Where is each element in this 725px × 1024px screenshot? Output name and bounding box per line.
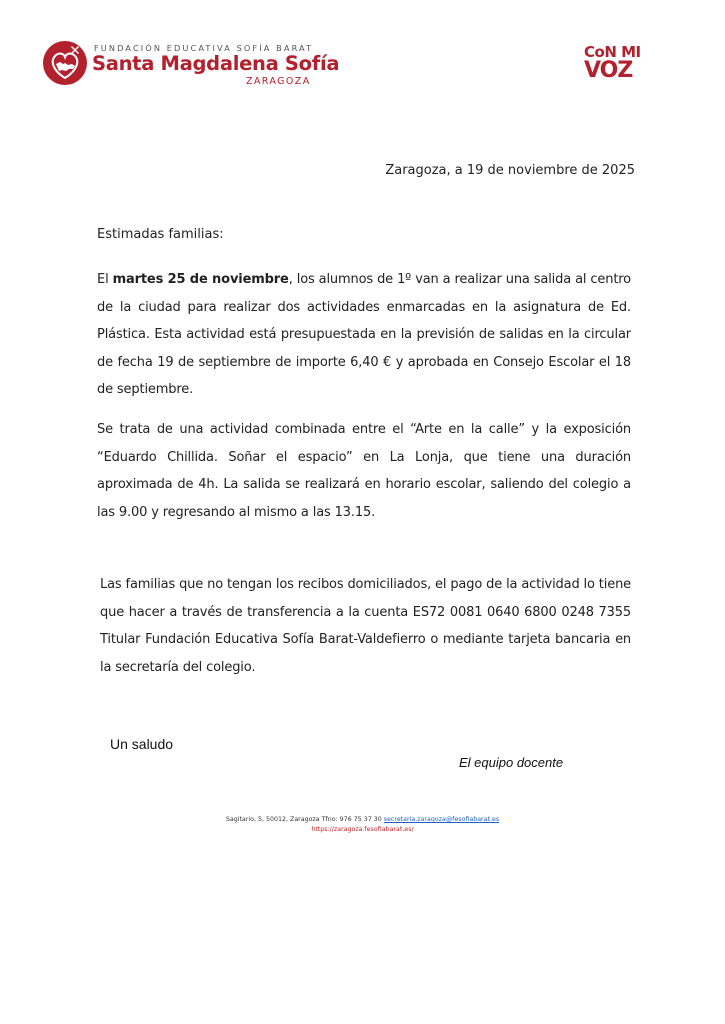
footer-email-link[interactable]: secretaria.zaragoza@fesofiabarat.es [383,816,500,823]
con-mi-voz-logo [584,44,640,82]
school-city: ZARAGOZA [246,76,311,87]
campaign-logo-line2: VOZ [584,58,633,83]
globe-heart-emblem-icon [42,40,88,86]
footer [0,815,725,835]
footer-website-link[interactable]: https://zaragoza.fesofiabarat.es/ [311,826,414,833]
paragraph-activity-description: Se trata de una actividad combinada entre el “Arte en la calle” y la exposición “Eduardo Chillida. Soñar el espacio” en La Lonja, que tiene una duración aproximada de 4h. La salida se realizará en horario escolar, saliendo del colegio a las 9.00 y regresando al mismo a las 13.15. [97,422,631,520]
closing: Un saludo [110,736,174,752]
letter-date: Zaragoza, a 19 de noviembre de 2025 [385,163,635,178]
paragraph-activity-date [97,266,631,404]
activity-date-bold: martes 25 de noviembre [112,272,289,287]
p1-rest: , los alumnos de 1º van a realizar una salida al centro de la ciudad para realizar dos actividades enmarcadas en la asignatura de Ed. Plástica. Esta actividad está presupuestada en la previsión de salidas en la circular de fecha 19 de septiembre de importe 6,40 € y aprobada en Consejo Escolar el 18 de septiembre. [97,272,631,397]
school-logo [42,40,340,90]
footer-contact-line [0,815,725,825]
footer-address: Sagitario, 5, 50012, Zaragoza Tfno: 976 75 37 30 [225,816,382,823]
signature: El equipo docente [459,755,564,770]
paragraph-payment: Las familias que no tengan los recibos domiciliados, el pago de la actividad lo tiene que hacer a través de transferencia a la cuenta ES72 0081 0640 6800 0248 7355 Titular Fundación Educativa Sofía Barat-Valdefierro o mediante tarjeta bancaria en la secretaría del colegio. [100,577,631,675]
p1-lead: El [97,272,113,287]
campaign-logo-line1: CoN MI [584,43,641,61]
foundation-name: FUNDACIÓN EDUCATIVA SOFÍA BARAT [94,43,314,53]
greeting: Estimadas familias: [97,227,224,242]
school-name: Santa Magdalena Sofía [92,52,340,75]
